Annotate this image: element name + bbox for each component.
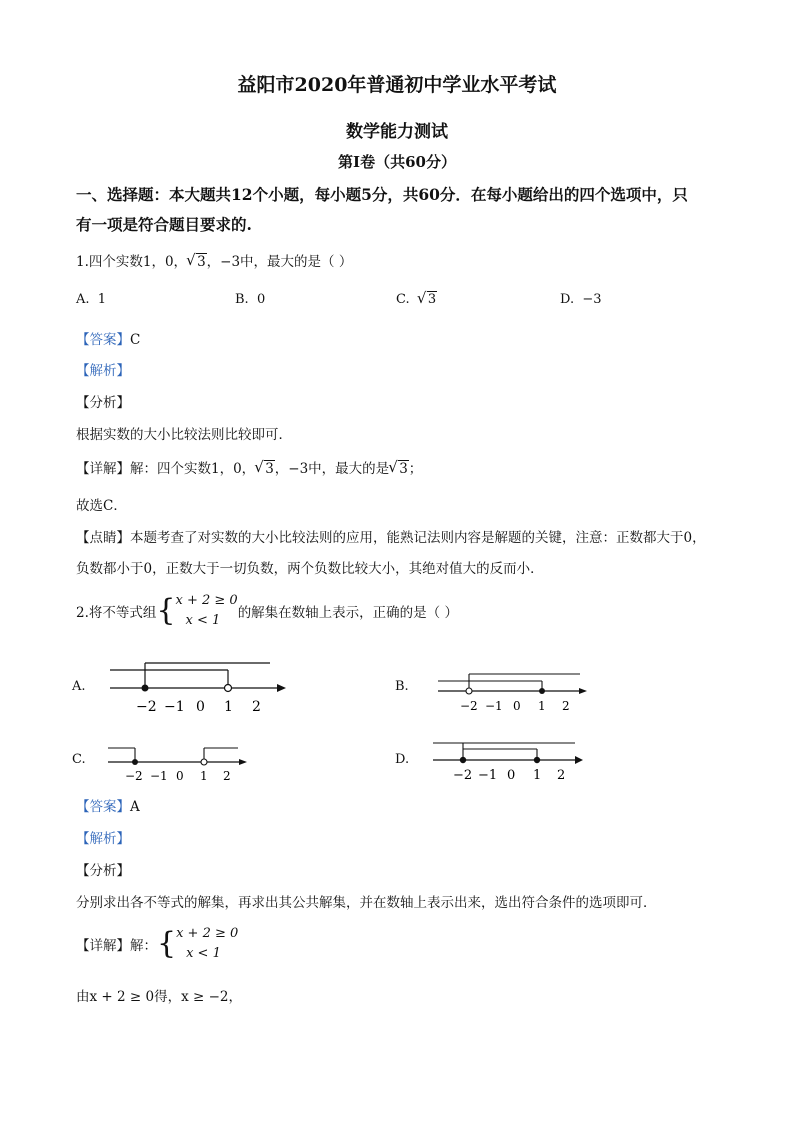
svg-text:0: 0 xyxy=(513,699,521,713)
q1-option-b: B. 0 xyxy=(235,292,266,307)
svg-text:−1: −1 xyxy=(164,699,185,715)
q1-fenxi-text: 根据实数的大小比较法则比较即可． xyxy=(76,427,292,443)
svg-text:1: 1 xyxy=(533,768,542,783)
q1-conclusion: 故选C． xyxy=(76,498,127,514)
page-subtitle: 数学能力测试 xyxy=(346,122,448,142)
q1-stem xyxy=(76,250,352,270)
q1-dianjing-line1: 【点睛】本题考查了对实数的大小比较法则的应用，能熟记法则内容是解题的关键，注意：正数都大于0， xyxy=(76,530,706,546)
part-heading: 第Ⅰ卷（共60分） xyxy=(338,153,456,171)
q2-option-c-label: C. xyxy=(72,752,86,767)
svg-text:2: 2 xyxy=(223,769,231,783)
q1-option-d: D. −3 xyxy=(560,292,602,307)
q1-option-a: A. 1 xyxy=(76,292,107,307)
q1-fenxi-tag: 【分析】 xyxy=(76,395,130,411)
q2-option-d-numberline xyxy=(425,735,590,785)
q2-option-d-label: D. xyxy=(395,752,410,767)
q2-last-line: 由x + 2 ≥ 0得，x ≥ −2， xyxy=(76,989,242,1005)
svg-text:2: 2 xyxy=(562,699,570,713)
q2-fenxi-tag: 【分析】 xyxy=(76,863,130,879)
q2-option-b-numberline xyxy=(430,665,595,717)
answer-value: A xyxy=(130,799,140,815)
page-title: 益阳市2020年普通初中学业水平考试 xyxy=(237,74,557,96)
q1-jiexi-tag: 【解析】 xyxy=(76,363,130,379)
q1-stem-a: 1.四个实数1，0， xyxy=(76,254,188,270)
q2-option-a-label: A. xyxy=(72,679,86,694)
q2-option-a-numberline xyxy=(100,658,295,718)
svg-text:−2: −2 xyxy=(460,699,478,713)
left-brace: { xyxy=(156,593,176,628)
inequality-system: x + 2 ≥ 0 x < 1 xyxy=(176,926,239,961)
q1-xiangjie: 【详解】解：四个实数1，0，√ 3，−3中，最大的是√ 3； xyxy=(76,457,422,477)
q2-jiexi-tag: 【解析】 xyxy=(76,831,130,847)
svg-text:−1: −1 xyxy=(485,699,503,713)
sqrt-symbol: √ 3 xyxy=(418,292,437,307)
q1-answer xyxy=(76,328,140,348)
xiangjie-tag: 【详解】 xyxy=(76,938,130,954)
svg-text:1: 1 xyxy=(200,769,208,783)
q2-option-b-label: B. xyxy=(395,679,409,694)
q1-stem-b: ，−3中，最大的是（ ） xyxy=(206,254,353,270)
section-instruction-line2: 有一项是符合题目要求的. xyxy=(76,215,252,234)
svg-text:2: 2 xyxy=(557,768,566,783)
answer-value: C xyxy=(130,332,141,348)
svg-text:−2: −2 xyxy=(453,768,473,783)
sqrt-symbol: √ 3 xyxy=(389,461,409,477)
svg-text:−2: −2 xyxy=(136,699,157,715)
sqrt-symbol: √ 3 xyxy=(255,461,275,477)
inequality-system: x + 2 ≥ 0 x < 1 xyxy=(175,593,238,628)
svg-text:2: 2 xyxy=(252,699,261,715)
xiangjie-tag: 【详解】 xyxy=(76,461,130,477)
q2-xiangjie: 【详解】 解： { x + 2 ≥ 0 x < 1 xyxy=(76,920,238,968)
svg-text:−1: −1 xyxy=(150,769,168,783)
svg-text:1: 1 xyxy=(224,699,233,715)
answer-tag: 【答案】 xyxy=(76,799,130,815)
svg-text:1: 1 xyxy=(538,699,546,713)
q2-stem: 2.将不等式组 { x + 2 ≥ 0 x < 1 的解集在数轴上表示，正确的是（ ） xyxy=(76,588,458,634)
sqrt-symbol: √ 3 xyxy=(187,254,207,270)
svg-text:−2: −2 xyxy=(125,769,143,783)
q1-option-c: C. √ 3 xyxy=(396,292,437,307)
svg-text:0: 0 xyxy=(176,769,184,783)
answer-tag: 【答案】 xyxy=(76,332,130,348)
svg-text:0: 0 xyxy=(507,768,516,783)
svg-text:−1: −1 xyxy=(478,768,498,783)
svg-text:0: 0 xyxy=(196,699,205,715)
dianjing-tag: 【点睛】 xyxy=(76,530,130,546)
q1-dianjing-line2: 负数都小于0，正数大于一切负数，两个负数比较大小，其绝对值大的反而小． xyxy=(76,561,544,577)
q2-answer xyxy=(76,795,140,815)
left-brace: { xyxy=(157,926,177,961)
section-instruction-line1: 一、选择题：本大题共12个小题，每小题5分，共60分．在每小题给出的四个选项中，只 xyxy=(76,185,688,204)
q2-fenxi-text: 分别求出各不等式的解集，再求出其公共解集，并在数轴上表示出来，选出符合条件的选项即可． xyxy=(76,895,657,911)
q2-option-c-numberline xyxy=(100,740,255,785)
